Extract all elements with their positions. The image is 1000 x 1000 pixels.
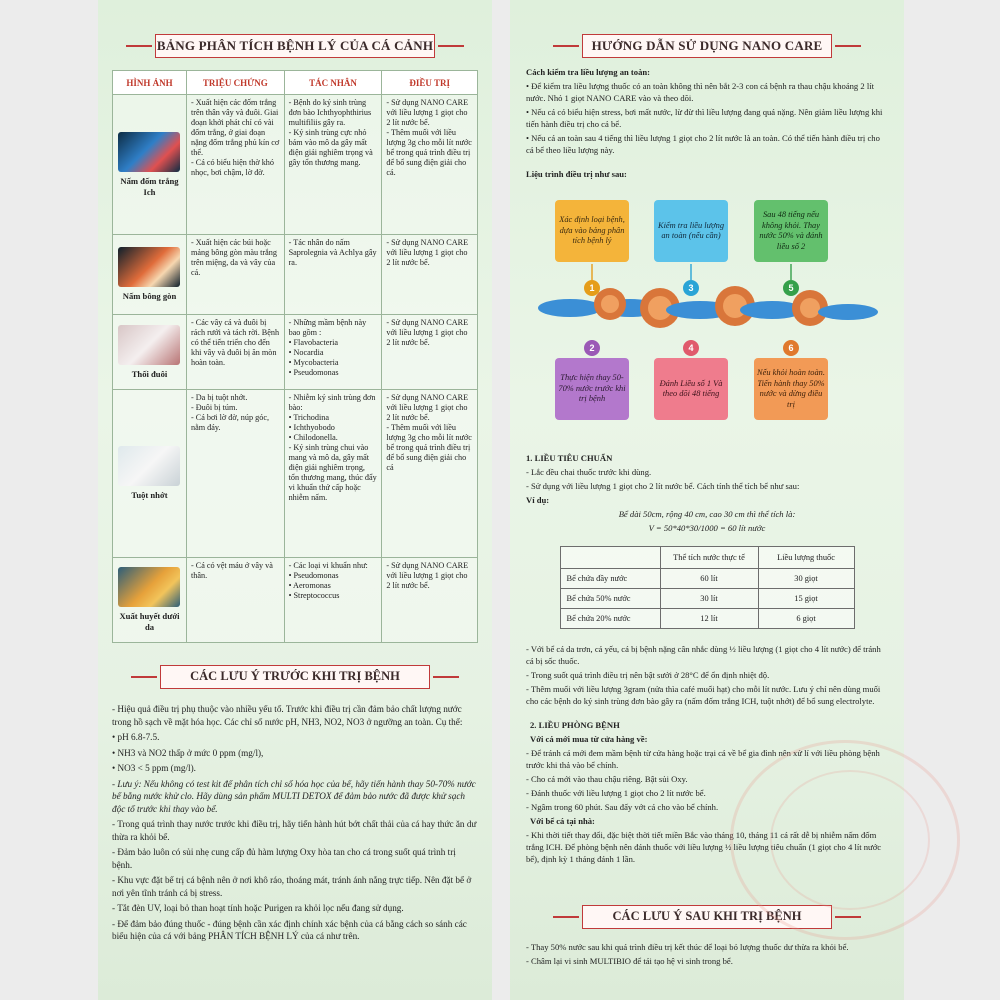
disease-treat-line: - Sử dụng NANO CARE với liều lượng 1 giọt cho 2 lít nước bể. <box>386 238 469 267</box>
disease-agent-line: - Nhiễm ký sinh trùng đơn bào: <box>288 393 376 412</box>
treatment-steps-diagram <box>510 196 904 446</box>
disease-analysis-panel <box>98 0 492 1000</box>
disease-row <box>113 95 478 235</box>
volume-row <box>560 589 854 609</box>
volume-dose-table <box>560 546 855 629</box>
post-treatment-item: - Châm lại vi sinh MULTIBIO để tái tạo hệ vi sinh trong bể. <box>526 956 733 966</box>
disease-symptom-line: - Đuôi bị túm. <box>190 403 238 412</box>
disease-agent-line: • Flavobacteria <box>288 338 339 347</box>
volume-row <box>560 609 854 629</box>
disease-symptom-cell <box>186 558 284 643</box>
disease-treat-line: - Sử dụng NANO CARE với liều lượng 1 giọt cho 2 lít nước bể. <box>386 561 469 590</box>
disease-treat-line: - Thêm muối với liều lượng 3g cho mỗi lít nước bể trong quá trình điều trị để bổ sung điện giải cho cá <box>386 423 472 472</box>
watermark-circle-inner <box>770 770 930 910</box>
vol-header-volume: Thể tích nước thực tế <box>660 547 758 569</box>
pre-treatment-notes <box>98 703 492 943</box>
disease-agent-line: • Mycobacteria <box>288 358 339 367</box>
fish-photo <box>118 247 180 287</box>
disease-name: Thối đuôi <box>131 368 168 379</box>
disease-treat-line: - Thêm muối với liều lượng 3g cho mỗi lít nước bể trong quá trình điều trị để bổ sung điện giải cho cá. <box>386 128 472 177</box>
step-number-badge: 2 <box>584 340 600 356</box>
step-number-badge: 5 <box>783 280 799 296</box>
tank-fill-level: Bể chứa đầy nước <box>560 569 660 589</box>
note-item: • NO3 < 5 ppm (mg/l). <box>112 763 196 773</box>
disease-name: Nấm đốm trắng Ich <box>120 175 179 197</box>
disease-agent-line: • Ichthyobodo <box>288 423 335 432</box>
disease-row <box>113 235 478 315</box>
disease-agent-line: • Trichodina <box>288 413 329 422</box>
disease-agent-line: - Ký sinh trùng chui vào mang và mô da, gây mất điện giải nghiêm trọng, tổn thương mang, thúc đẩy vi khuẩn thứ cấp hoặc nhiễm nấm. <box>288 443 377 502</box>
note-item: - Khu vực đặt bể trị cá bệnh nên ở nơi khô ráo, thoáng mát, tránh ánh nắng trực tiếp. Nên đặt bể ở nơi yên tĩnh tránh cá bị stress. <box>112 875 472 898</box>
col-agent-header: TÁC NHÂN <box>284 71 382 95</box>
step-number-badge: 3 <box>683 280 699 296</box>
disease-agent-line: - Ký sinh trùng cực nhỏ bám vào mô da gây mất điện giải nghiêm trọng và gây tổn thương mang. <box>288 128 373 167</box>
standard-dose-note: - Trong suốt quá trình điều trị nên bật sưởi ở 28°C để ổn định nhiệt độ. <box>526 670 770 680</box>
disease-symptom-line: - Cá có vệt máu ở vây và thân. <box>190 561 273 580</box>
disease-agent-line: - Bệnh do ký sinh trùng đơn bào Ichthyophthirius multifiliis gây ra. <box>288 98 372 127</box>
new-fish-title: Với cá mới mua từ cửa hàng về: <box>530 734 648 744</box>
disease-name: Nấm bông gòn <box>122 291 177 301</box>
new-fish-item: - Để tránh cá mới đem mầm bệnh từ cửa hàng hoặc trại cá về bể gia đình nên xử lí với liều phòng bệnh trước khi thả vào bể chính. <box>526 748 880 770</box>
note-item: - Tắt đèn UV, loại bỏ than hoạt tính hoặc Purigen ra khỏi lọc nếu đang sử dụng. <box>112 903 404 913</box>
fish-photo <box>118 567 180 607</box>
disease-symptom-line: - Xuất hiện các đốm trắng trên thân vây và đuôi. Giai đoạn khởi phát chỉ có vài đốm trắng, ở giai đoạn nặng đốm trắng phủ kín cơ thể. <box>190 98 280 157</box>
step-number-badge: 6 <box>783 340 799 356</box>
disease-row <box>113 390 478 558</box>
safe-dose-title: Cách kiểm tra liều lượng an toàn: <box>526 67 651 77</box>
treatment-step-box: Đánh Liều số 1 Và theo dõi 48 tiếng <box>654 358 728 420</box>
post-treatment-notes <box>510 941 904 967</box>
fish-photo <box>118 325 180 365</box>
disease-table-title: BẢNG PHÂN TÍCH BỆNH LÝ CỦA CÁ CẢNH <box>155 34 435 58</box>
note-item: • pH 6.8-7.5. <box>112 732 160 742</box>
course-title: Liệu trình điều trị như sau: <box>526 169 627 179</box>
disease-symptom-line: - Cá có biểu hiện thờ khó nhọc, bơi chậm, lờ đờ. <box>190 158 274 177</box>
disease-image-cell <box>113 235 187 315</box>
disease-agent-cell <box>284 390 382 558</box>
disease-treat-cell <box>382 315 478 390</box>
col-treatment-header: ĐIỀU TRỊ <box>382 71 478 95</box>
disease-symptom-cell <box>186 235 284 315</box>
new-fish-item: - Đánh thuốc với liều lượng 1 giọt cho 2 lít nước bể. <box>526 788 706 798</box>
disease-agent-cell <box>284 95 382 235</box>
disease-image-cell <box>113 95 187 235</box>
disease-agent-line: - Những mầm bệnh này bao gồm : <box>288 318 367 337</box>
example-line-2: V = 50*40*30/1000 = 60 lít nước <box>648 523 766 533</box>
treatment-step-box: Nếu khỏi hoàn toàn. Tiến hành thay 50% nước và dừng điều trị <box>754 358 828 420</box>
tank-fill-level: Bể chứa 50% nước <box>560 589 660 609</box>
standard-dose-note: - Với bể cá da trơn, cá yếu, cá bị bệnh nặng cân nhắc dùng ½ liều lượng (1 giọt cho 4 lít nước) để tránh cá bị sốc thuốc. <box>526 644 881 666</box>
col-image-header: HÌNH ẢNH <box>113 71 187 95</box>
disease-symptom-cell <box>186 95 284 235</box>
fish-photo <box>118 132 180 172</box>
disease-agent-line: - Các loại vi khuẩn như: <box>288 561 368 570</box>
disease-agent-line: • Nocardia <box>288 348 324 357</box>
disease-treat-cell <box>382 558 478 643</box>
treatment-step-box: Xác định loại bệnh, dựa vào bảng phân tích bệnh lý <box>555 200 629 262</box>
disease-table-header <box>113 71 478 95</box>
disease-agent-line: • Streptococcus <box>288 591 340 600</box>
note-item: - Để đảm bảo đúng thuốc - đúng bệnh cần xác định chính xác bệnh của cá bằng cách so sánh các biểu hiện của cá với bảng PHÂN TÍCH BỆNH LÝ của cá như trên. <box>112 918 467 941</box>
disease-row <box>113 558 478 643</box>
disease-agent-cell <box>284 315 382 390</box>
disease-image-cell <box>113 315 187 390</box>
safe-dose-item: • Nếu cá có biểu hiện stress, bơi mất nước, lừ đừ thì liều lượng đang quá nặng. Nên giảm liều lượng khi tiến hành điều trị cho cả bể. <box>526 107 883 129</box>
safe-dose-section <box>510 66 904 180</box>
standard-dose-item: - Lắc đều chai thuốc trước khi dùng. <box>526 467 652 477</box>
disease-treat-line: - Sử dụng NANO CARE với liều lượng 1 giọt cho 2 lít nước bể. <box>386 393 469 422</box>
home-tank-item: - Khi thời tiết thay đổi, đặc biệt thời tiết miền Bắc vào tháng 10, tháng 11 cá rất dễ bị nhiễm nấm đốm trắng ICH. Để phòng bệnh nên đánh thuốc với liều lượng ½ liều lượng tiêu chuẩn (1 giọt cho 4 lít nước bể), định kỳ 1 tháng đánh 1 lần. <box>526 830 882 864</box>
new-fish-item: - Ngâm trong 60 phút. Sau đấy vớt cá cho vào bể chính. <box>526 802 719 812</box>
new-fish-item: - Cho cá mới vào thau chậu riêng. Bật sủi Oxy. <box>526 774 688 784</box>
disease-agent-cell <box>284 558 382 643</box>
drug-dose: 15 giọt <box>758 589 854 609</box>
safe-dose-item: • Để kiểm tra liều lượng thuốc có an toàn không thì nên bắt 2-3 con cá bệnh ra thau chậu khoảng 2 lít nước. Nhỏ 1 giọt NANO CARE vào và theo dõi. <box>526 81 874 103</box>
note-item: - Đảm bảo luôn có sủi nhẹ cung cấp đủ hàm lượng Oxy hòa tan cho cá trong suốt quá trình trị bệnh. <box>112 847 456 870</box>
col-symptom-header: TRIỆU CHỨNG <box>186 71 284 95</box>
disease-name: Xuất huyết dưới da <box>119 611 180 632</box>
water-volume: 12 lít <box>660 609 758 629</box>
disease-symptom-line: - Các vây cá và đuôi bị rách rưới và tách rời. Bệnh có thể tiến triển cho đến khi vây và đuôi bị ăn mòn hoàn toàn. <box>190 318 280 367</box>
volume-row <box>560 569 854 589</box>
disease-row <box>113 315 478 390</box>
disease-symptom-line: - Da bị tuột nhớt. <box>190 393 248 402</box>
usage-guide-title: HƯỚNG DẪN SỬ DỤNG NANO CARE <box>582 34 832 58</box>
disease-symptom-line: - Cá bơi lờ đờ, núp góc, nằm đáy. <box>190 413 269 432</box>
safe-dose-item: • Nếu cá an toàn sau 4 tiếng thì liều lượng 1 giọt cho 2 lít nước là an toàn. Có thể tiến hành điều trị cho cả bể theo liều lượng này. <box>526 133 880 155</box>
treatment-step-box: Sau 48 tiếng nếu không khỏi. Thay nước 50% và đánh liều số 2 <box>754 200 828 262</box>
note-item: • NH3 và NO2 thấp ở mức 0 ppm (mg/l), <box>112 747 264 758</box>
disease-treat-cell <box>382 95 478 235</box>
prevention-title: 2. LIỀU PHÒNG BỆNH <box>530 720 620 730</box>
disease-agent-line: • Pseudomonas <box>288 571 339 580</box>
standard-dose-title: 1. LIỀU TIÊU CHUẨN <box>526 453 613 463</box>
example-line-1: Bể dài 50cm, rộng 40 cm, cao 30 cm thì thể tích là: <box>618 509 796 519</box>
step-number-badge: 4 <box>683 340 699 356</box>
vol-header-empty <box>560 547 660 569</box>
disease-agent-line: • Pseudomonas <box>288 368 339 377</box>
step-number-badge: 1 <box>584 280 600 296</box>
treatment-step-box: Thực hiện thay 50-70% nước trước khi trị bệnh <box>555 358 629 420</box>
note-item: - Hiệu quả điều trị phụ thuộc vào nhiều yếu tố. Trước khi điều trị cần đảm bảo chất lượng nước trong hồ sạch về mặt hóa học. Các chỉ số nước pH, NH3, NO2, NO3 ở ngưỡng an toàn. Cụ thể: <box>112 704 463 727</box>
vol-header-dose: Liều lượng thuốc <box>758 547 854 569</box>
fish-photo <box>118 446 180 486</box>
note-item: - Lưu ý: Nếu không có test kit để phân tích chỉ số hóa học của bể, hãy tiến hành thay 50-70% nước bể bằng nước khử clo. Hãy dùng sản phẩm MULTI DETOX để đảm bảo nước đã được khử sạch độc tố trước khi thay vào bể. <box>112 778 476 814</box>
drug-dose: 30 giọt <box>758 569 854 589</box>
disease-symptom-cell <box>186 390 284 558</box>
treatment-step-box: Kiểm tra liều lượng an toàn (nếu cần) <box>654 200 728 262</box>
water-volume: 60 lít <box>660 569 758 589</box>
disease-agent-line: • Chilodonella. <box>288 433 338 442</box>
disease-symptom-line: - Xuất hiện các búi hoặc mảng bông gòn màu trắng trên miệng, da và vây của cá. <box>190 238 277 277</box>
standard-dose-item: - Sử dụng với liều lượng 1 giọt cho 2 lít nước bể. Cách tính thể tích bể như sau: <box>526 481 800 491</box>
water-volume: 30 lít <box>660 589 758 609</box>
disease-name: Tuột nhớt <box>131 490 168 500</box>
disease-treat-line: - Sử dụng NANO CARE với liều lượng 1 giọt cho 2 lít nước bể. <box>386 98 469 127</box>
post-treatment-notes-title: CÁC LƯU Ý SAU KHI TRỊ BỆNH <box>582 905 832 929</box>
post-treatment-item: - Thay 50% nước sau khi quá trình điều trị kết thúc để loại bỏ lượng thuốc dư thừa ra khỏi bể. <box>526 942 849 952</box>
drug-dose: 6 giọt <box>758 609 854 629</box>
disease-image-cell <box>113 558 187 643</box>
disease-agent-line: - Tác nhân do nấm Saprolegnia và Achlya gây ra. <box>288 238 377 267</box>
disease-treat-cell <box>382 390 478 558</box>
disease-treat-line: - Sử dụng NANO CARE với liều lượng 1 giọt cho 2 lít nước bể. <box>386 318 469 347</box>
home-tank-title: Với bể cá tại nhà: <box>530 816 595 826</box>
disease-agent-cell <box>284 235 382 315</box>
disease-image-cell <box>113 390 187 558</box>
disease-table <box>112 70 478 643</box>
note-item: - Trong quá trình thay nước trước khi điều trị, hãy tiến hành hút bớt chất thải của cá hay thức ăn dư thừa ra khỏi bể. <box>112 819 477 842</box>
standard-dose-note: - Thêm muối với liều lượng 3gram (nửa thìa café muối hạt) cho mỗi lít nước. Lưu ý chỉ nên dùng muối cho các bệnh do ký sinh trùng đơn bào gây ra (nấm đốm trắng ICH, tuột nhớt) để bổ sung electrolyte. <box>526 684 881 706</box>
disease-treat-cell <box>382 235 478 315</box>
pre-treatment-notes-title: CÁC LƯU Ý TRƯỚC KHI TRỊ BỆNH <box>160 665 430 689</box>
disease-agent-line: • Aeromonas <box>288 581 331 590</box>
disease-symptom-cell <box>186 315 284 390</box>
example-label: Ví dụ: <box>526 495 550 505</box>
tank-fill-level: Bể chứa 20% nước <box>560 609 660 629</box>
